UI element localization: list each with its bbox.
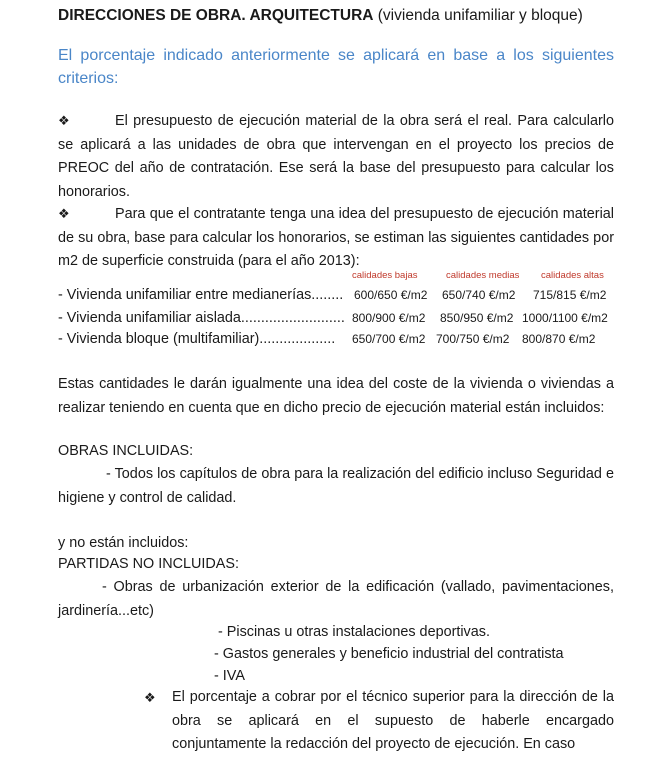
no-incluida-item: - Piscinas u otras instalaciones deportivas. [218,624,490,640]
row-label: - Vivienda unifamiliar entre medianerías........ [58,287,344,303]
incluidas-item: - Todos los capítulos de obra para la realización del edificio incluso Seguridad e higiene y control de calidad. [58,466,614,506]
cell-bajas: 800/900 €/m2 [352,311,426,325]
cell-altas: 715/815 €/m2 [533,288,607,302]
heading-obras-incluidas: OBRAS INCLUIDAS: [58,443,194,459]
row-label: - Vivienda bloque (multifamiliar)................... [58,331,336,347]
paragraph-porcentaje: El porcentaje a cobrar por el técnico superior para la dirección de la obra se aplicará en el supuesto de haberle encargado conjuntamente la redacción del proyecto de ejecución. En caso [172,689,614,752]
bullet-icon: ❖ [144,690,156,705]
cell-medias: 650/740 €/m2 [442,288,516,302]
title-bold: DIRECCIONES DE OBRA. ARQUITECTURA [58,7,374,24]
no-incluida-item: - IVA [214,668,245,684]
criteria-subtitle: El porcentaje indicado anteriormente se aplicará en base a los siguientes criterios: [58,47,614,87]
heading-partidas-no-incluidas: PARTIDAS NO INCLUIDAS: [58,556,239,572]
cell-medias: 700/750 €/m2 [436,332,510,346]
title-rest: (vivienda unifamiliar y bloque) [373,7,583,24]
table-row [58,331,596,347]
cell-altas: 800/870 €/m2 [522,332,596,346]
row-label: - Vivienda unifamiliar aislada.......................... [58,310,345,326]
bullet-icon: ❖ [58,206,70,221]
cell-bajas: 650/700 €/m2 [352,332,426,346]
paragraph-2-text: Para que el contratante tenga una idea del presupuesto de ejecución material de su obra, base para calcular los honorarios, se estiman las siguientes cantidades por m2 de superficie construida (para el año 2013): [58,206,614,269]
page-title [58,7,583,25]
table-row [58,287,607,303]
no-incluidos-intro: y no están incluidos: [58,535,189,551]
bullet-icon: ❖ [58,113,70,128]
header-calidades-medias: calidades medias [446,270,520,281]
cell-bajas: 600/650 €/m2 [354,288,428,302]
no-incluida-item: - Gastos generales y beneficio industrial del contratista [214,646,564,662]
no-incluida-item: - Obras de urbanización exterior de la edificación (vallado, pavimentaciones, jardinería...etc) [58,579,614,619]
paragraph-estimacion [58,202,614,274]
table-row [58,310,608,326]
header-calidades-bajas: calidades bajas [352,270,418,281]
paragraph-1-text: El presupuesto de ejecución material de la obra será el real. Para calcularlo se aplicará a las unidades de obra que intervengan en el proyecto los precios de PREOC del año de contratación. Ese será la base del presupuesto para calcular los honorarios. [58,113,614,200]
cell-altas: 1000/1100 €/m2 [522,311,608,325]
paragraph-presupuesto [58,109,614,204]
header-calidades-altas: calidades altas [541,270,604,281]
cell-medias: 850/950 €/m2 [440,311,514,325]
paragraph-coste: Estas cantidades le darán igualmente una idea del coste de la vivienda o viviendas a realizar teniendo en cuenta que en dicho precio de ejecución material están incluidos: [58,376,614,416]
